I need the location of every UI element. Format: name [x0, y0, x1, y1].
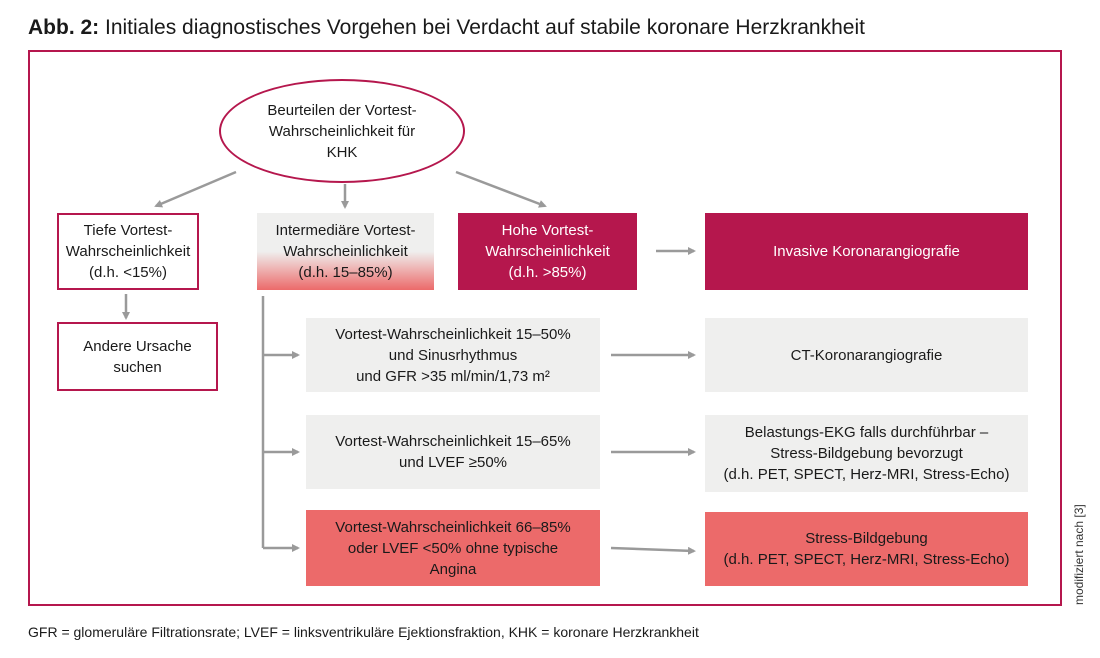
result-1-box: CT-Koronarangiografie	[705, 318, 1028, 392]
condition-2-box: Vortest-Wahrscheinlichkeit 15–65% und LVEF ≥50%	[306, 415, 600, 489]
arrow-start-to-low	[156, 172, 236, 206]
low-probability-box: Tiefe Vortest- Wahrscheinlichkeit (d.h. <15%)	[57, 213, 199, 290]
invasive-angiography-box: Invasive Koronarangiografie	[705, 213, 1028, 290]
condition-1-box: Vortest-Wahrscheinlichkeit 15–50% und Sinusrhythmus und GFR >35 ml/min/1,73 m²	[306, 318, 600, 392]
other-cause-box: Andere Ursache suchen	[57, 322, 218, 391]
intermediate-probability-box: Intermediäre Vortest- Wahrscheinlichkeit (d.h. 15–85%)	[257, 213, 434, 290]
arrow-start-to-high	[456, 172, 545, 206]
figure-title-text: Initiales diagnostisches Vorgehen bei Verdacht auf stabile koronare Herzkrankheit	[99, 16, 865, 39]
arrow-cond3-to-result3	[611, 548, 694, 551]
start-node: Beurteilen der Vortest- Wahrscheinlichkeit für KHK	[219, 79, 465, 183]
condition-3-box: Vortest-Wahrscheinlichkeit 66–85% oder LVEF <50% ohne typische Angina	[306, 510, 600, 586]
result-3-box: Stress-Bildgebung (d.h. PET, SPECT, Herz-MRI, Stress-Echo)	[705, 512, 1028, 586]
source-note: modifiziert nach [3]	[1072, 504, 1086, 605]
result-2-box: Belastungs-EKG falls durchführbar – Stress-Bildgebung bevorzugt (d.h. PET, SPECT, Herz-MRI, Stress-Echo)	[705, 415, 1028, 492]
figure-label: Abb. 2:	[28, 16, 100, 39]
footnote: GFR = glomeruläre Filtrationsrate; LVEF = linksventrikuläre Ejektionsfraktion, KHK = koronare Herzkrankheit	[28, 624, 699, 640]
high-probability-box: Hohe Vortest- Wahrscheinlichkeit (d.h. >85%)	[458, 213, 637, 290]
